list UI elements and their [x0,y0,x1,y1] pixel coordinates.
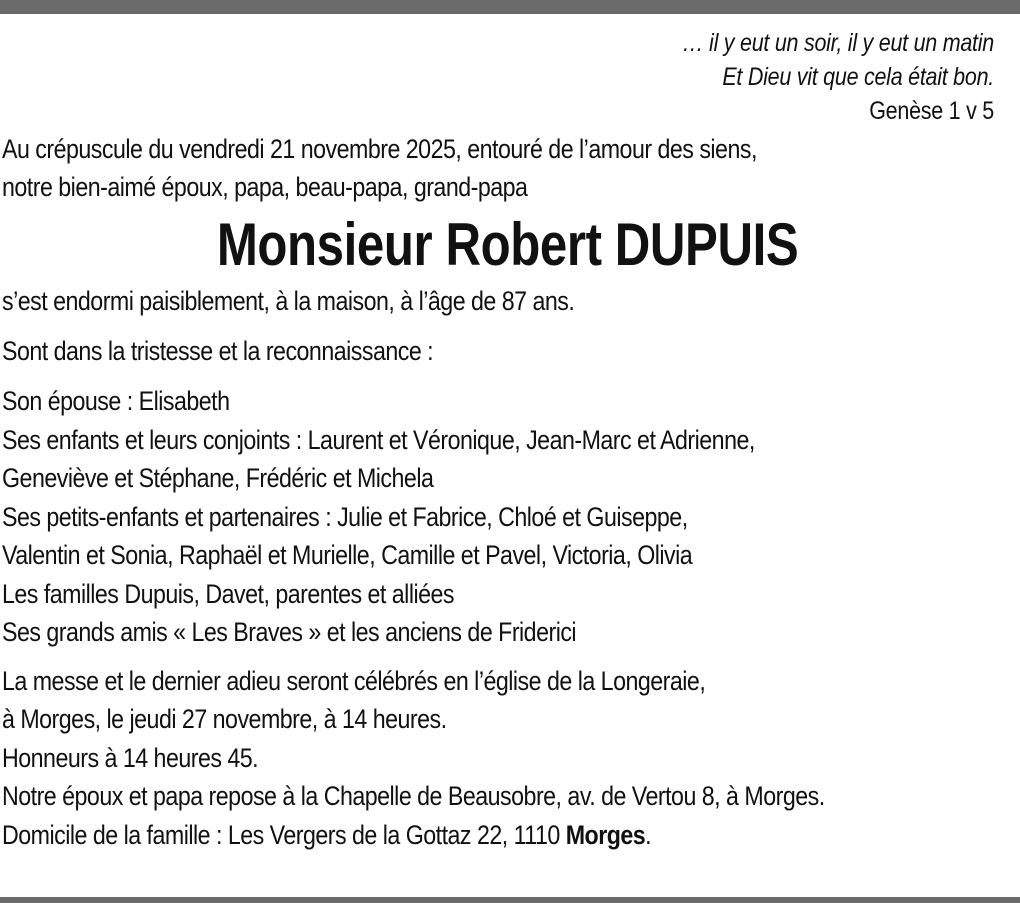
family-line: Ses grands amis « Les Braves » et les anciens de Friderici [2,617,577,647]
ceremony-line: Notre époux et papa repose à la Chapelle de Beausobre, av. de Vertou 8, à Morges. [2,781,825,811]
family-list [2,382,1014,652]
mourners-intro: Sont dans la tristesse et la reconnaissance : [2,336,434,366]
family-line: Geneviève et Stéphane, Frédéric et Michela [2,463,434,493]
family-line: Valentin et Sonia, Raphaël et Murielle, Camille et Pavel, Victoria, Olivia [2,540,693,570]
ceremony-details [2,662,1014,855]
intro-paragraph [2,130,1014,206]
ceremony-line: La messe et le dernier adieu seront célébrés en l’église de la Longeraie, [2,665,706,696]
passing-statement: s’est endormi paisiblement, à la maison, à l’âge de 87 ans. [2,286,575,316]
deceased-name-text: Monsieur Robert DUPUIS [217,211,799,278]
ceremony-line: à Morges, le jeudi 27 novembre, à 14 heures. [2,704,447,734]
domicile-prefix: Domicile de la famille : Les Vergers de la Gottaz 22, 1110 [2,819,566,850]
intro-line-2: notre bien-aimé époux, papa, beau-papa, grand-papa [2,172,528,202]
family-line: Ses enfants et leurs conjoints : Laurent et Véronique, Jean-Marc et Adrienne, [2,424,755,455]
family-line: Ses petits-enfants et partenaires : Julie et Fabrice, Chloé et Guiseppe, [2,501,688,532]
deceased-name [2,208,1014,282]
quote-reference: Genèse 1 v 5 [869,97,994,125]
scripture-quote [2,26,1014,128]
domicile-suffix: . [645,819,652,850]
intro-line-1: Au crépuscule du vendredi 21 novembre 2025, entouré de l’amour des siens, [2,134,757,164]
quote-line-2: Et Dieu vit que cela était bon. [722,63,994,91]
domicile-line [2,816,872,855]
ceremony-line: Honneurs à 14 heures 45. [2,742,259,773]
family-line: Son épouse : Elisabeth [2,386,230,416]
family-line: Les familles Dupuis, Davet, parentes et alliées [2,578,454,609]
obituary-notice [2,26,1014,854]
top-divider [0,0,1020,14]
domicile-city: Morges [565,819,646,850]
quote-line-1: … il y eut un soir, il y eut un matin [682,29,994,57]
bottom-divider [0,897,1020,903]
